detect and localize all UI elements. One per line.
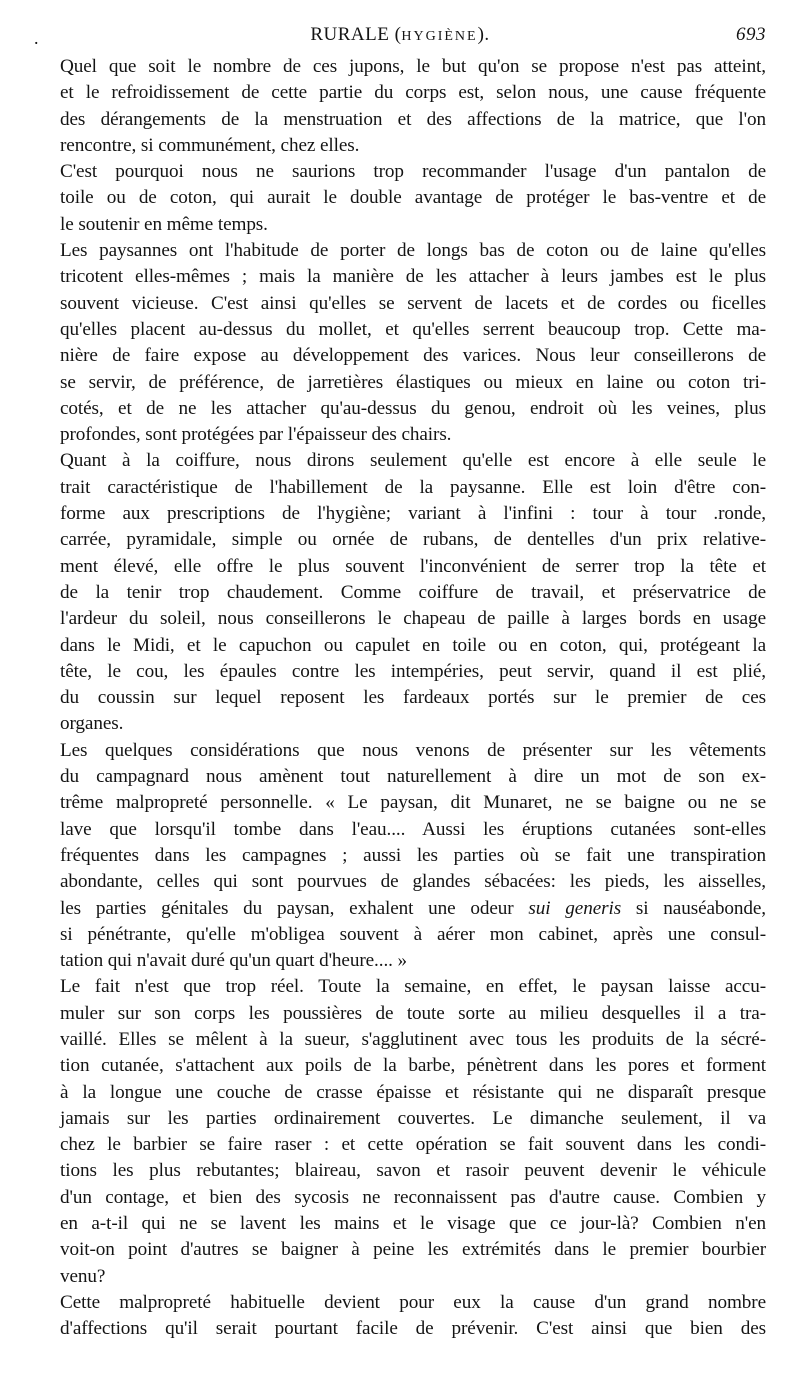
text-line: l'ardeur du soleil, nous conseillerons le chapeau de paille à larges bords en usage: [60, 608, 766, 630]
text-line: en a-t-il qui ne se lavent les mains et le visage que ce jour-là? Combien n'en: [60, 1213, 766, 1235]
header-dot: .: [34, 28, 39, 48]
text-line: tation qui n'avait duré qu'un quart d'heure.... »: [60, 950, 408, 972]
text-line: lave que lorsqu'il tombe dans l'eau.... Aussi les éruptions cutanées sont-elles: [60, 818, 766, 840]
text-line: Quel que soit le nombre de ces jupons, le but qu'on se propose n'est pas atteint,: [60, 56, 766, 77]
text-line: voit-on point d'autres se baigner à peine les extrémités dans le premier bourbier: [60, 1239, 766, 1261]
text-line: Le fait n'est que trop réel. Toute la semaine, en effet, le paysan laisse accu-: [60, 976, 766, 998]
paragraph-3: [34, 238, 766, 448]
text-line: carrée, pyramidale, simple ou ornée de rubans, de dentelles d'un prix relative-: [60, 529, 766, 551]
text-line: toile ou de coton, qui aurait le double avantage de protéger le bas-ventre et de: [60, 187, 766, 209]
text-line: des dérangements de la menstruation et des affections de la matrice, que l'on: [60, 108, 766, 130]
text-line: tricotent elles-mêmes ; mais la manière de les attacher à leurs jambes est le plus: [60, 266, 766, 288]
text-line: souvent vicieuse. C'est ainsi qu'elles se servent de lacets et de cordes ou ficelles: [60, 292, 766, 314]
text-line: tête, le cou, les épaules contre les intempéries, peut servir, quand il est plié,: [60, 660, 766, 682]
text-line: Les paysannes ont l'habitude de porter de longs bas de coton ou de laine qu'elles: [60, 240, 766, 262]
paragraph-4: [34, 448, 766, 737]
text-line: vaillé. Elles se mêlent à la sueur, s'agglutinent avec tous les produits de la sécré-: [60, 1028, 766, 1050]
paragraph-1: [34, 54, 766, 159]
text-line: fréquentes dans les campagnes ; aussi les parties où se fait une transpiration: [60, 844, 766, 866]
body-text: [34, 54, 766, 1343]
text-line: se servir, de préférence, de jarretières élastiques ou mieux en laine ou coton tri-: [60, 371, 766, 393]
text-line: le soutenir en même temps.: [60, 213, 268, 235]
text-line: d'affections qu'il serait pourtant facile de prévenir. C'est ainsi que bien des: [60, 1318, 766, 1340]
text-line: muler sur son corps les poussières de toute sorte au milieu desquelles il a tra-: [60, 1002, 766, 1024]
text-line: d'un contage, et bien des sycosis ne reconnaissent pas d'autre cause. Combien y: [60, 1186, 766, 1208]
text-line: Les quelques considérations que nous venons de présenter sur les vêtements: [60, 739, 766, 761]
text-line: [34, 896, 766, 922]
text-line: forme aux prescriptions de l'hygiène; variant à l'infini : tour à tour .ronde,: [60, 503, 766, 525]
text-line: C'est pourquoi nous ne saurions trop recommander l'usage d'un pantalon de: [60, 161, 766, 183]
text-line: rencontre, si communément, chez elles.: [60, 134, 360, 156]
text-line: organes.: [60, 713, 124, 735]
running-title: [34, 24, 766, 46]
text-line: chez le barbier se faire raser : et cette opération se fait souvent dans les condi-: [60, 1134, 766, 1156]
running-title-main: RURALE (: [310, 24, 402, 45]
page-number: 693: [736, 24, 766, 45]
text-line: nière de faire expose au développement des varices. Nous leur conseillerons de: [60, 345, 766, 367]
text-line: du coussin sur lequel reposent les fardeaux portés sur le premier de ces: [60, 687, 766, 709]
italic-phrase: sui generis: [528, 897, 622, 919]
running-title-subject: HYGIÈNE: [401, 29, 478, 44]
text-line: jamais sur les parties ordinairement couvertes. Le dimanche seulement, il va: [60, 1107, 766, 1129]
text-line: de la tenir trop chaudement. Comme coiffure de travail, et préservatrice de: [60, 581, 766, 603]
text-line: Quant à la coiffure, nous dirons seulement qu'elle est encore à elle seule le: [60, 450, 766, 472]
running-title-end: ).: [477, 24, 490, 45]
text-line: trait caractéristique de l'habillement de la paysanne. Elle est loin d'être con-: [60, 476, 766, 498]
text-line: venu?: [60, 1265, 106, 1287]
paragraph-6: [34, 974, 766, 1290]
paragraph-2: [34, 159, 766, 238]
text-line: du campagnard nous amènent tout naturellement à dire un mot de son ex-: [60, 766, 766, 788]
text-line: Cette malpropreté habituelle devient pour eux la cause d'un grand nombre: [60, 1291, 766, 1313]
text-line: abondante, celles qui sont pourvues de glandes sébacées: les pieds, les aisselles,: [60, 871, 766, 893]
text-line: profondes, sont protégées par l'épaisseur des chairs.: [60, 424, 452, 446]
book-page: [34, 24, 766, 1343]
text-line: à la longue une couche de crasse épaisse et résistante qui ne disparaît presque: [60, 1081, 766, 1103]
text-line: ment élevé, elle offre le plus souvent l'inconvénient de serrer trop la tête et: [60, 555, 766, 577]
text-line: cotés, et de ne les attacher qu'au-dessus du genou, endroit où les veines, plus: [60, 397, 766, 419]
text-line: trême malpropreté personnelle. « Le paysan, dit Munaret, ne se baigne ou ne se: [60, 792, 766, 814]
text-line: qu'elles placent au-dessus du mollet, et qu'elles serrent beaucoup trop. Cette ma-: [60, 318, 766, 340]
paragraph-7: [34, 1290, 766, 1343]
paragraph-5: [34, 738, 766, 975]
text-line: et le refroidissement de cette partie du corps est, selon nous, une cause fréquente: [60, 82, 766, 104]
text-line: dans le Midi, et le capuchon ou capulet en toile ou en coton, qui, protégeant la: [60, 634, 766, 656]
text-line-end: si nauséabonde,: [621, 897, 766, 919]
text-line: tions les plus rebutantes; blaireau, savon et rasoir peuvent devenir le véhicule: [60, 1160, 766, 1182]
text-line-start: les parties génitales du paysan, exhalent une odeur: [60, 897, 529, 919]
running-header: [34, 24, 766, 54]
text-line: tion cutanée, s'attachent aux poils de la barbe, pénètrent dans les pores et forment: [60, 1055, 766, 1077]
text-line: si pénétrante, qu'elle m'obligea souvent à aérer mon cabinet, après une consul-: [60, 923, 766, 945]
